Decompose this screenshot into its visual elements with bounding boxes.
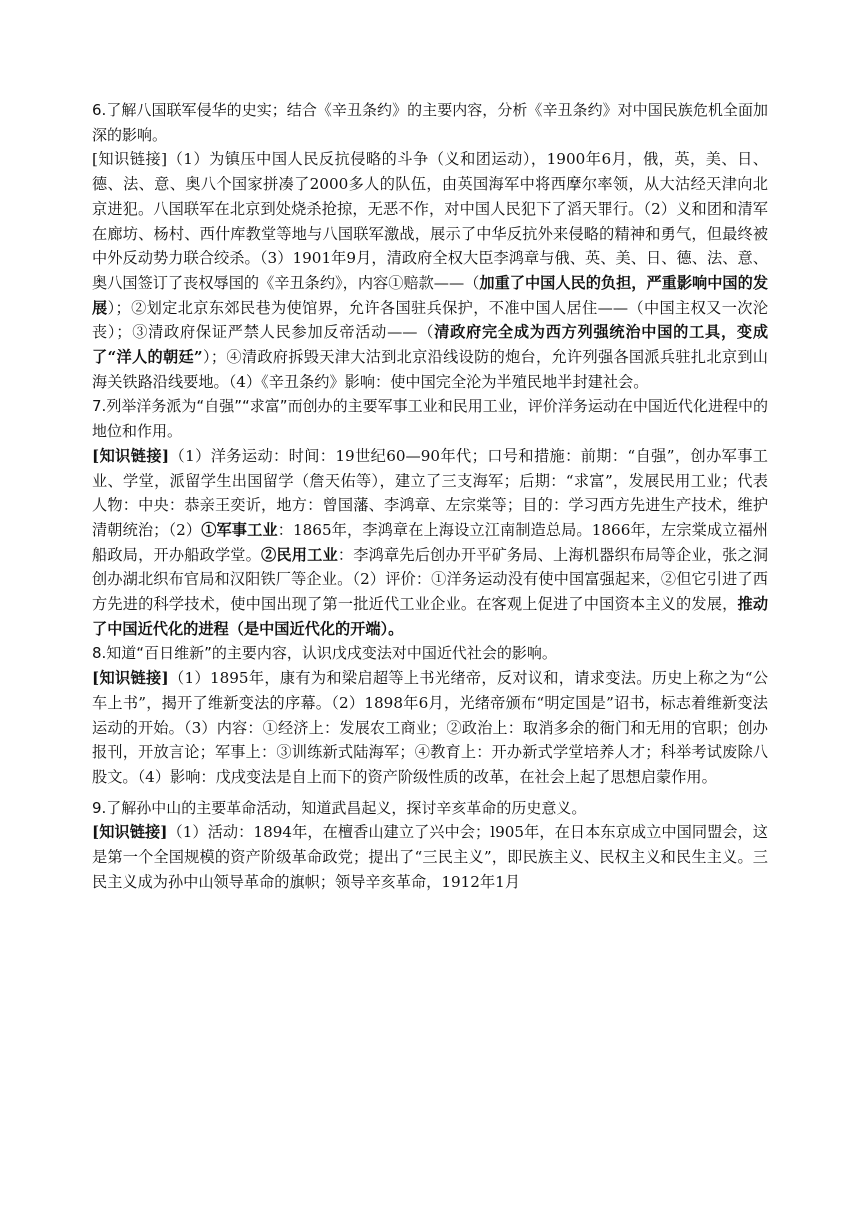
answer-6-text-2: ）；②划定北京东郊民巷为使馆界，允许各国驻兵保护，不准中国人居住——（中国主权又一次沦丧）；③清政府保证严禁人民参加反帝活动——（ (92, 298, 769, 342)
answer-6-bold-1: 加重了中国人民的负担，严重影响中国的发展 (92, 273, 769, 317)
question-7: 7.列举洋务派为“自强”“求富”而创办的主要军事工业和民用工业，评价洋务运动在中国近代化进程中的地位和作用。 (92, 397, 768, 441)
question-8: 8.知道“百日维新”的主要内容，认识戊戌变法对中国近代社会的影响。 (92, 644, 557, 663)
answer-7-bold-2: ②民用工业 (261, 545, 338, 564)
answer-7 (92, 444, 768, 642)
answer-7-bold-3: 推动了中国近代化的进程（是中国近代化的开端）。 (92, 595, 769, 638)
answer-7-bold-1: ①军事工业 (201, 520, 278, 539)
knowledge-link-tag: [知识链接] (92, 150, 168, 169)
answer-6 (92, 147, 768, 394)
document-page (92, 98, 768, 895)
answer-8 (92, 666, 768, 790)
question-6: 6.了解八国联军侵华的史实；结合《辛丑条约》的主要内容，分析《辛丑条约》对中国民族危机全面加深的影响。 (92, 101, 768, 144)
knowledge-link-tag: [知识链接] (92, 669, 169, 688)
knowledge-link-tag: [知识链接] (92, 823, 168, 842)
question-9: 9.了解孙中山的主要革命活动，知道武昌起义，探讨辛亥革命的历史意义。 (92, 798, 587, 817)
answer-7-text-2: ：1865年，李鸿章在上海设立江南制造总局。1866年，左宗棠成立福州船政局，开办船政学堂。 (92, 520, 768, 564)
answer-6-bold-2: 清政府完全成为西方列强统治中国的工具，变成了“洋人的朝廷” (92, 323, 769, 367)
answer-9-text-1: （1）活动：1894年，在檀香山建立了兴中会；l905年，在日本东京成立中国同盟会，这是第一个全国规模的资产阶级革命政党；提出了“三民主义”，即民族主义、民权主义和民生主义。三民主义成为孙中山领导革命的旗帜；领导辛亥革命，1912年1月 (92, 823, 768, 891)
answer-9 (92, 820, 768, 894)
answer-8-text-1: （1）1895年，康有为和梁启超等上书光绪帝，反对议和，请求变法。历史上称之为“公车上书”，揭开了维新变法的序幕。（2）1898年6月，光绪帝颁布“明定国是”诏书，标志着维新变法运动的开始。（3）内容：①经济上：发展农工商业；②政治上：取消多余的衙门和无用的官职；创办报刊，开放言论；军事上：③训练新式陆海军；④教育上：开办新式学堂培养人才；科举考试废除八股文。（4）影响：戊戌变法是自上而下的资产阶级性质的改革，在社会上起了思想启蒙作用。 (92, 669, 769, 786)
answer-7-text-3: ：李鸿章先后创办开平矿务局、上海机器织布局等企业，张之洞创办湖北织布官局和汉阳铁厂等企业。（2）评价：①洋务运动没有使中国富强起来，②但它引进了西方先进的科学技术，使中国出现了第一批近代工业企业。在客观上促进了中国资本主义的发展， (92, 545, 769, 614)
answer-6-text-1: （1）为镇压中国人民反抗侵略的斗争（义和团运动），1900年6月，俄，英，美、日、德、法、意、奥八个国家拼凑了2000多人的队伍，由英国海军中将西摩尔率领，从大沽经天津向北京进犯。八国联军在北京到处烧杀抢掠，无恶不作，对中国人民犯下了滔天罪行。（2）义和团和清军在廊坊、杨村、西什库教堂等地与八国联军激战，展示了中华反抗外来侵略的精神和勇气，但最终被中外反动势力联合绞杀。（3）1901年9月，清政府全权大臣李鸿章与俄、英、美、日、德、法、意、奥八国签订了丧权辱国的《辛丑条约》，内容①赔款——（ (92, 150, 768, 292)
answer-6-text-3: ）；④清政府拆毁天津大沽到北京沿线设防的炮台，允许列强各国派兵驻扎北京到山海关铁路沿线要地。（4）《辛丑条约》影响：使中国完全沦为半殖民地半封建社会。 (92, 348, 768, 391)
answer-7-text-1: （1）洋务运动：时间：19世纪60—90年代；口号和措施：前期：“自强”，创办军事工业、学堂，派留学生出国留学（詹天佑等），建立了三支海军；后期：“求富”，发展民用工业；代表人物：中央：恭亲王奕䜣，地方：曾国藩、李鸿章、左宗棠等；目的：学习西方先进生产技术，维护清朝统治；（2） (92, 446, 768, 539)
knowledge-link-tag: [知识链接] (92, 446, 170, 465)
